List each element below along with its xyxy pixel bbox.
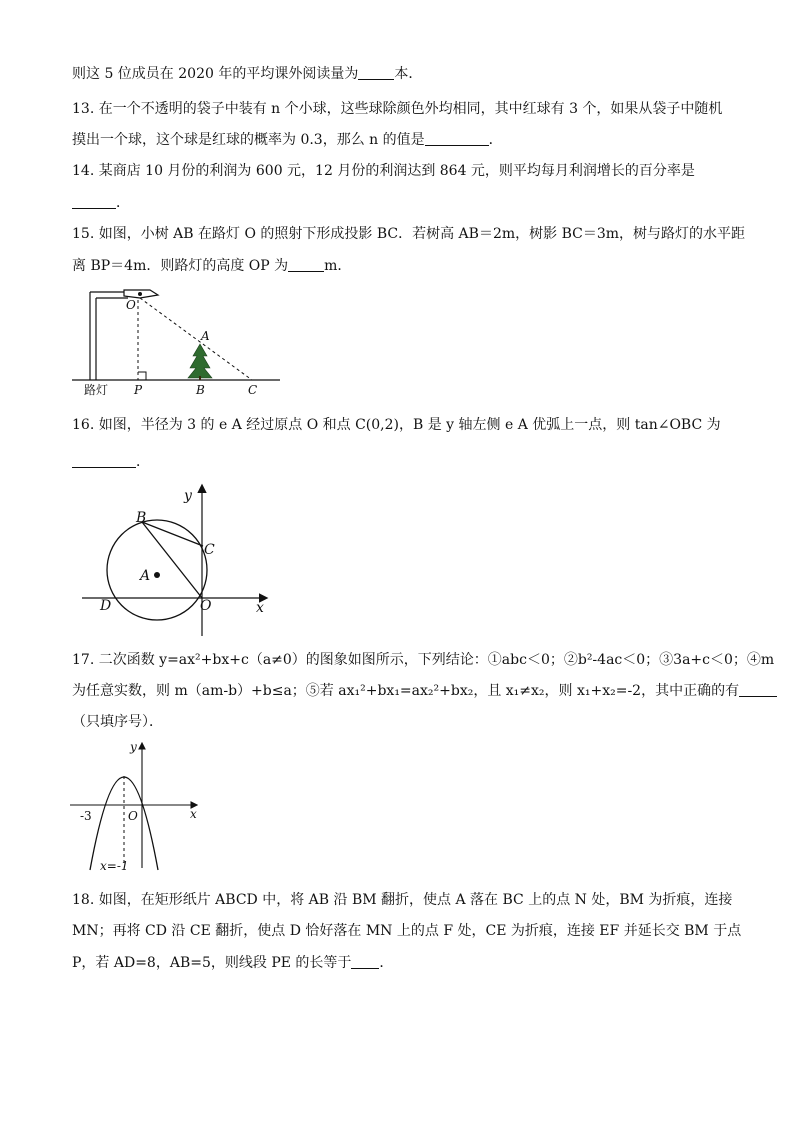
label-lamp: 路灯	[84, 383, 109, 397]
q17-line2	[72, 681, 777, 701]
q18-line2: MN；再将 CD 沿 CE 翻折，使点 D 恰好落在 MN 上的点 F 处，CE 为折痕，连接 EF 并延长交 BM 于点	[72, 923, 742, 939]
label-O: O	[126, 298, 136, 312]
circle-A	[107, 520, 207, 620]
q17-text-a: 为任意实数，则 m（am-b）+b≤a；⑤若 ax₁²+bx₁=ax₂²+bx₂，且 x₁≠x₂，则 x₁+x₂=-2，其中正确的有	[72, 683, 740, 699]
q17-parabola-figure	[68, 738, 208, 873]
q15-answer-blank[interactable]	[288, 257, 324, 272]
label-x: x	[256, 600, 264, 616]
label-axis: x=-1	[100, 859, 129, 873]
label-D: D	[100, 598, 112, 614]
q13-text-a: 摸出一个球，这个球是红球的概率为 0.3，那么 n 的值是	[72, 132, 425, 148]
q18-text-b: ．	[379, 955, 394, 971]
label-y: y	[130, 740, 137, 754]
q15-text-a: 离 BP＝4m．则路灯的高度 OP 为	[72, 258, 289, 274]
q18-line3	[72, 953, 393, 973]
q18-line1: 18. 如图，在矩形纸片 ABCD 中，将 AB 沿 BM 翻折，使点 A 落在 BC 上的点 N 处，BM 为折痕，连接	[72, 892, 733, 908]
q14-text-b: ．	[116, 195, 130, 211]
q12-text-a: 则这 5 位成员在 2020 年的平均课外阅读量为	[72, 66, 359, 82]
q16-circle-figure	[80, 482, 280, 642]
q16-line2	[72, 452, 150, 472]
q13-answer-blank[interactable]	[425, 131, 489, 146]
label-y: y	[184, 488, 192, 504]
q16-text-b: ．	[136, 454, 150, 470]
q12-text-b: 本．	[394, 66, 423, 82]
q16-line1: 16. 如图，半径为 3 的 e A 经过原点 O 和点 C(0,2)，B 是 y 轴左侧 e A 优弧上一点，则 tan∠OBC 为	[72, 417, 721, 433]
label-C: C	[248, 383, 258, 397]
q18-answer-blank[interactable]	[351, 954, 379, 969]
q13-line1: 13. 在一个不透明的袋子中装有 n 个小球，这些球除颜色外均相同，其中红球有 3 个，如果从袋子中随机	[72, 101, 723, 117]
q18-text-a: P，若 AD=8，AB=5，则线段 PE 的长等于	[72, 955, 352, 971]
label-B: B	[136, 510, 147, 526]
label-O: O	[200, 598, 212, 614]
q15-line1: 15. 如图，小树 AB 在路灯 O 的照射下形成投影 BC．若树高 AB＝2m，树影 BC＝3m，树与路灯的水平距	[72, 226, 746, 242]
q14-answer-blank[interactable]	[72, 194, 116, 209]
q17-answer-blank[interactable]	[739, 682, 777, 697]
center-A-dot	[154, 572, 160, 578]
label-B: B	[196, 383, 205, 397]
q15-line2	[72, 256, 351, 276]
label-O: O	[128, 809, 138, 823]
q17-line1: 17. 二次函数 y=ax²+bx+c（a≠0）的图象如图所示，下列结论：①abc＜0；②b²-4ac＜0；③3a+c＜0；④m	[72, 652, 775, 668]
label-neg3: -3	[80, 809, 92, 823]
label-A: A	[201, 329, 210, 343]
q14-line2	[72, 193, 130, 213]
q14-line1: 14. 某商店 10 月份的利润为 600 元，12 月份的利润达到 864 元，则平均每月利润增长的百分率是	[72, 163, 695, 179]
tree-icon	[188, 344, 212, 380]
q12-line1	[72, 64, 422, 84]
q12-answer-blank[interactable]	[358, 65, 394, 80]
q15-text-b: m．	[324, 258, 352, 274]
label-C: C	[204, 542, 215, 558]
label-P: P	[134, 383, 143, 397]
q15-streetlamp-figure	[70, 282, 290, 402]
q13-text-b: ．	[488, 132, 503, 148]
q16-answer-blank[interactable]	[72, 453, 136, 468]
q13-line2	[72, 130, 503, 150]
q17-line3: （只填序号）．	[72, 714, 163, 730]
label-A: A	[140, 568, 151, 584]
label-x: x	[190, 807, 197, 821]
